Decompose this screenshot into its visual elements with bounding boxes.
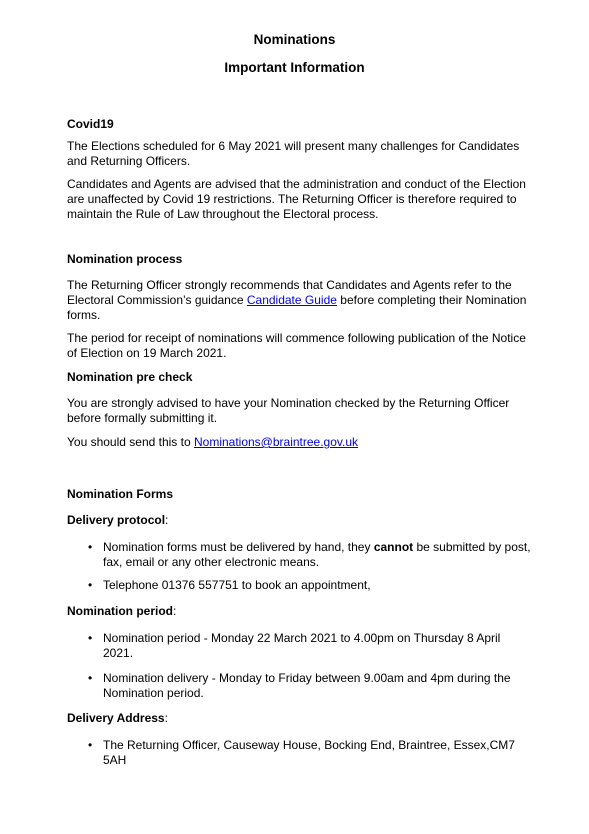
bullet: • <box>88 540 93 554</box>
process-paragraph-2: The period for receipt of nominations will commence following publication of the Notice of Election on 19 March 2021. <box>67 331 526 360</box>
list-item: Nomination delivery - Monday to Friday between 9.00am and 4pm during the Nomination period. <box>103 671 511 700</box>
precheck-paragraph-2 <box>67 435 537 450</box>
covid-paragraph-1: The Elections scheduled for 6 May 2021 will present many challenges for Candidates and Returning Officers. <box>67 139 520 168</box>
list-item: Telephone 01376 557751 to book an appointment, <box>103 578 371 592</box>
forms-heading: Nomination Forms <box>67 487 174 501</box>
precheck-text-before: You should send this to <box>67 435 194 449</box>
candidate-guide-link[interactable]: Candidate Guide <box>246 293 337 307</box>
precheck-heading: Nomination pre check <box>67 370 193 384</box>
delivery-protocol-heading: Delivery protocol <box>67 513 166 527</box>
bullet: • <box>88 631 93 645</box>
delivery-protocol-colon: : <box>165 513 169 527</box>
delivery-protocol-label <box>67 513 537 528</box>
list-item: The Returning Officer, Causeway House, Bocking End, Braintree, Essex,CM7 5AH <box>103 738 515 767</box>
list-item <box>103 540 533 570</box>
nomination-period-colon: : <box>173 604 177 618</box>
list-item-text-before: Nomination forms must be delivered by hand, they <box>103 540 374 554</box>
covid-heading: Covid19 <box>67 117 114 131</box>
process-heading: Nomination process <box>67 252 183 266</box>
bullet: • <box>88 578 93 592</box>
list-item-text-after: be submitted by post, fax, email or any other electronic means. <box>103 540 531 569</box>
page-subtitle: Important Information <box>224 60 365 75</box>
bullet: • <box>88 738 93 752</box>
process-text-before: The Returning Officer strongly recommends that Candidates and Agents refer to the Electoral Commission’s guidance <box>67 278 512 307</box>
covid-paragraph-2: Candidates and Agents are advised that the administration and conduct of the Election are unaffected by Covid 19 restrictions. The Returning Officer is therefore required to maintain the Rule of Law throughout the Electoral process. <box>67 177 526 221</box>
nomination-period-label <box>67 604 537 619</box>
page-title: Nominations <box>253 32 336 47</box>
nominations-email-link[interactable]: Nominations@braintree.gov.uk <box>193 435 359 449</box>
bullet: • <box>88 671 93 685</box>
delivery-address-colon: : <box>164 711 168 725</box>
delivery-address-heading: Delivery Address <box>67 711 165 725</box>
delivery-address-label <box>67 711 537 726</box>
precheck-paragraph-1: You are strongly advised to have your Nomination checked by the Returning Officer before formally submitting it. <box>67 396 510 425</box>
list-item-emphasis: cannot <box>373 540 414 554</box>
process-text-after: before completing their Nomination forms. <box>67 293 527 322</box>
process-paragraph-1 <box>67 278 537 323</box>
nomination-period-heading: Nomination period <box>67 604 173 618</box>
list-item: Nomination period - Monday 22 March 2021 to 4.00pm on Thursday 8 April 2021. <box>103 631 501 660</box>
